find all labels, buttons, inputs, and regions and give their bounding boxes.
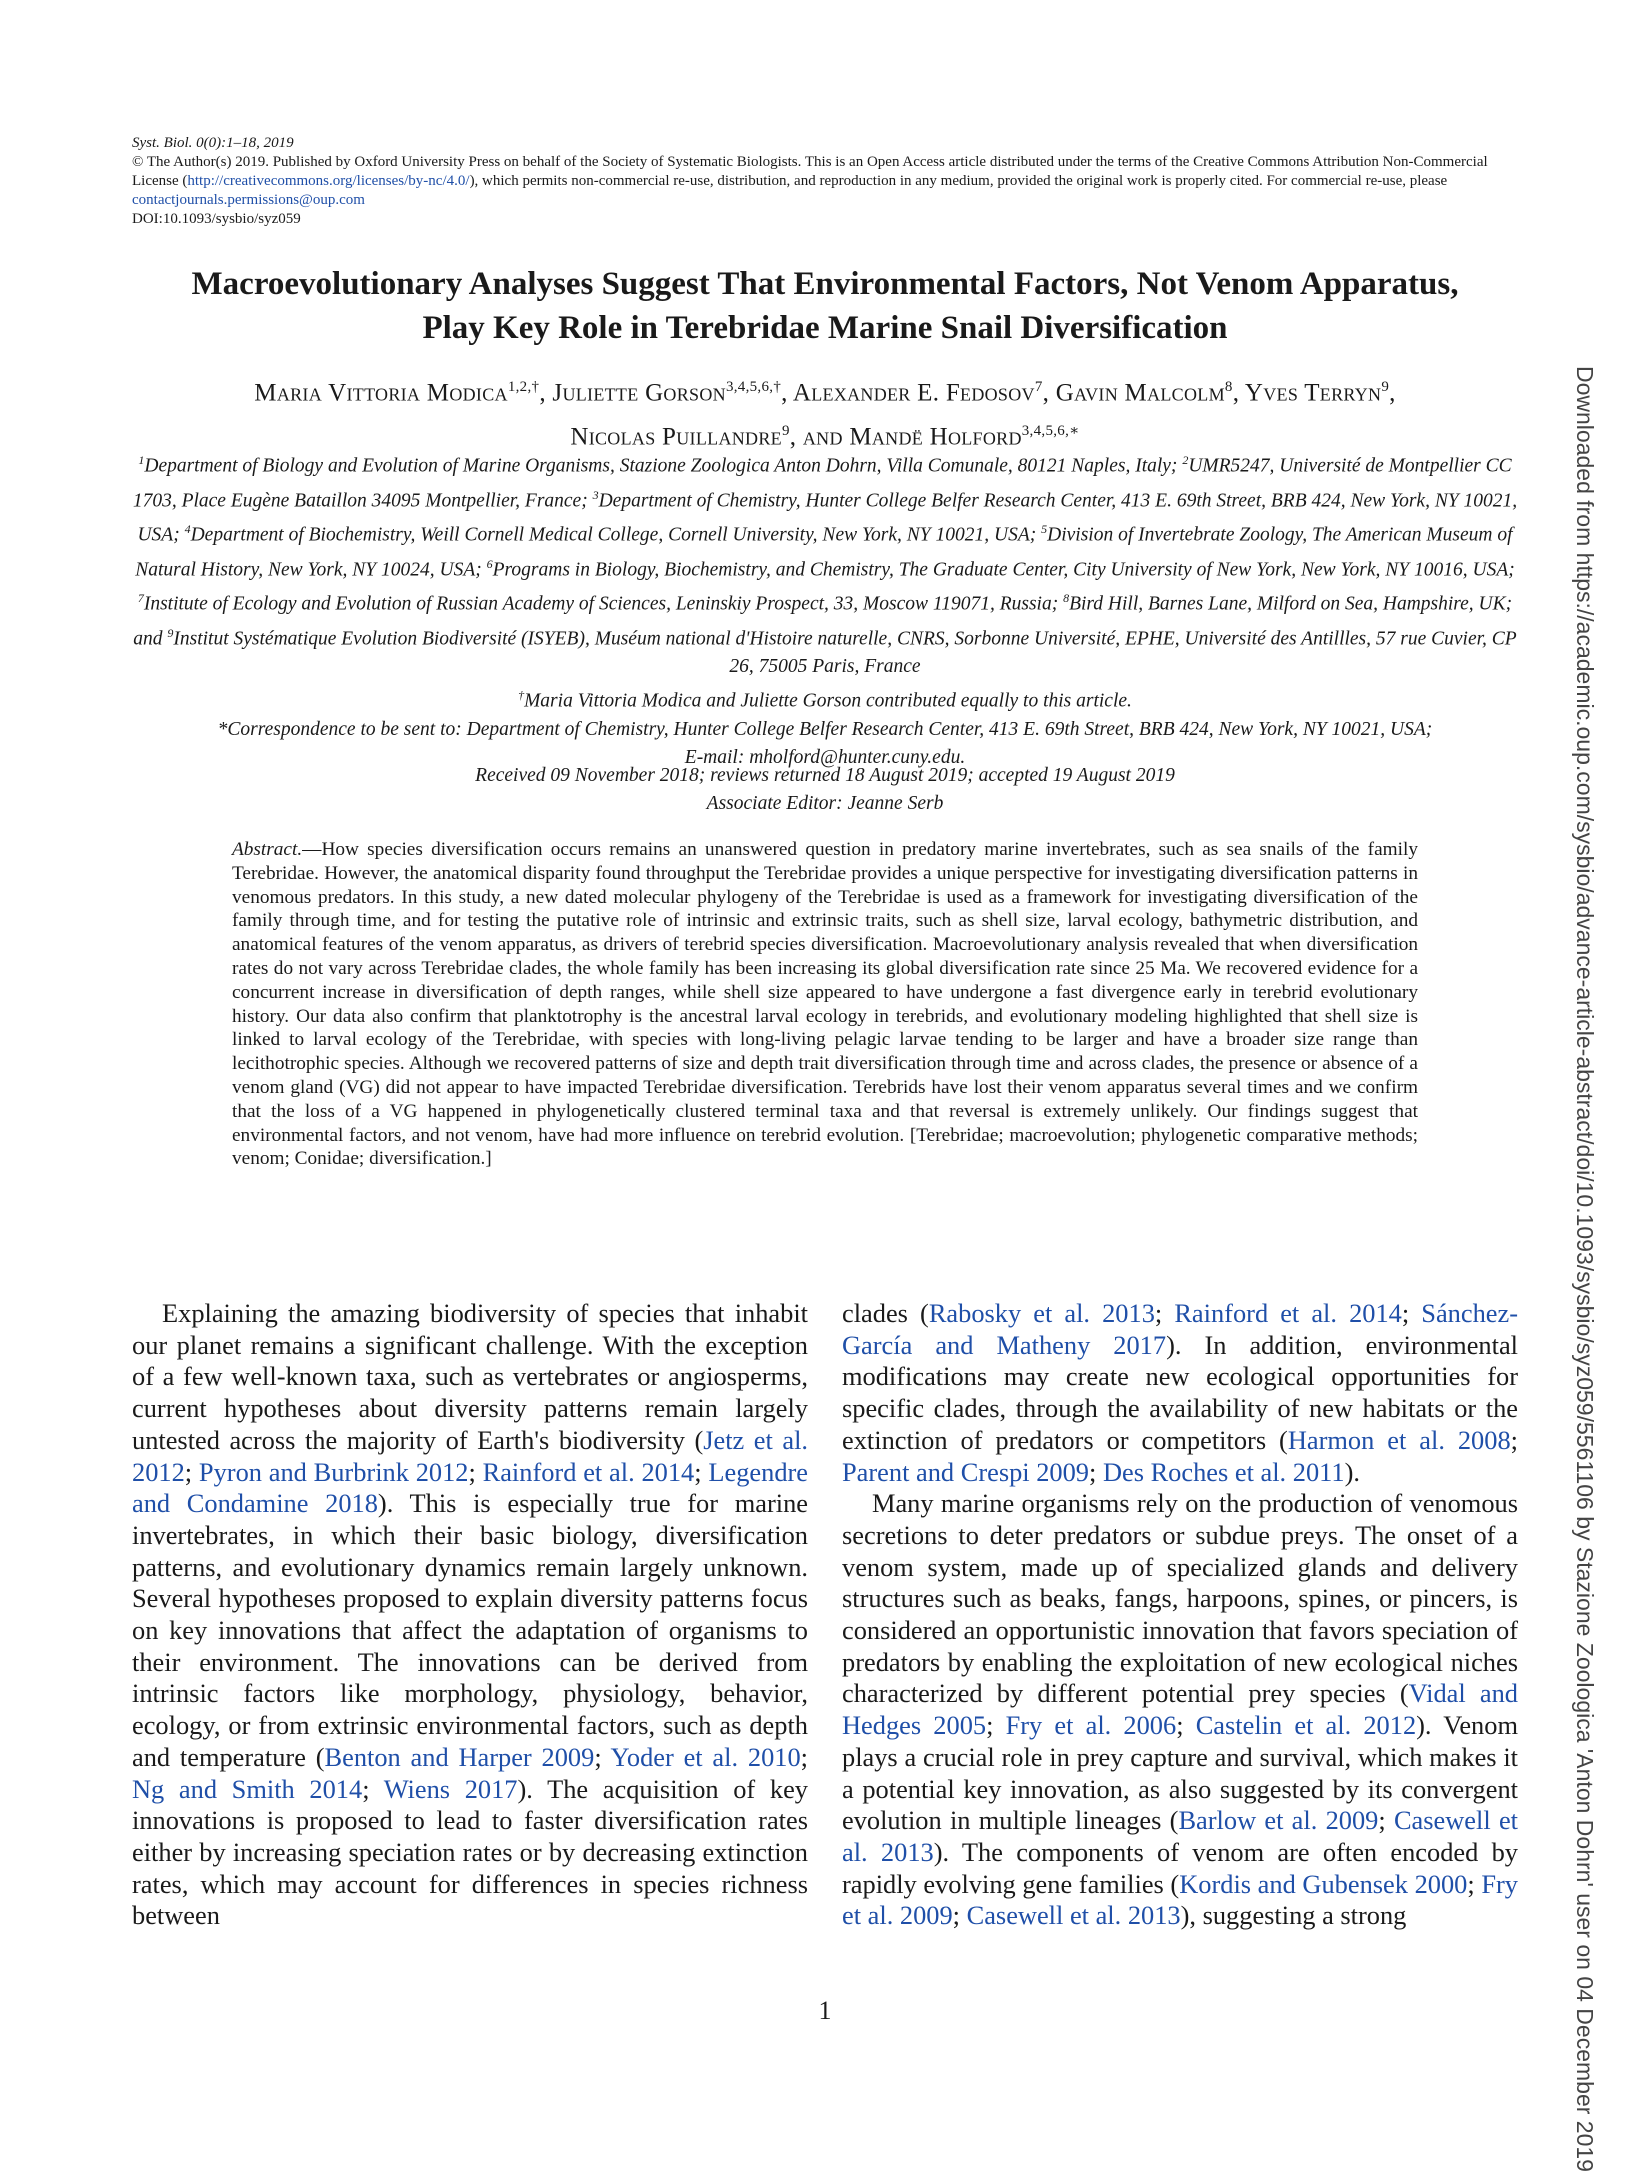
body-text: ;	[1154, 1298, 1175, 1328]
citation-link[interactable]: Harmon et al. 2008	[1287, 1424, 1511, 1455]
body-text: ;	[986, 1710, 1006, 1741]
copyright-text-a: © The Author(s) 2019. Published by Oxford University Press on behalf of the Society of Systematic Biologists. This is an Open Access article distributed under the terms of the Creative Commons Attribution Non-Commercial License (	[132, 154, 1488, 189]
journal-citation: Syst. Biol. 0(0):1–18, 2019	[132, 135, 294, 151]
citation-link[interactable]: Fry et al. 2009	[842, 1868, 1518, 1931]
received-dates: Received 09 November 2018; reviews returned 18 August 2019; accepted 19 August 2019	[475, 765, 1175, 786]
body-text: ), suggesting a strong	[1180, 1900, 1407, 1931]
author-affiliation-mark: 3,4,5,6,∗	[1021, 423, 1080, 440]
abstract	[232, 838, 1418, 1171]
copyright-text-b: ), which permits non-commercial re-use, distribution, and reproduction in any medium, provided the original work is properly cited. For commercial re-use, please	[469, 173, 1448, 189]
body-text: ;	[694, 1456, 709, 1487]
body-left-column	[132, 1298, 808, 1932]
author-separator: ,	[1389, 379, 1396, 407]
citation-link[interactable]: Rabosky et al. 2013	[928, 1298, 1155, 1328]
right-paragraph-1	[842, 1298, 1518, 1488]
citation-link[interactable]: Ng and Smith 2014	[132, 1773, 363, 1804]
author-affiliation-mark: 8	[1224, 379, 1233, 395]
body-text: ). Venom plays a crucial role in prey capture and survival, which makes it a potential key innovation, as also suggested by its convergent evolution in multiple lineages (	[842, 1710, 1518, 1836]
body-text: ;	[1510, 1424, 1518, 1455]
citation-link[interactable]: Rainford et al. 2014	[482, 1456, 695, 1487]
citation-link[interactable]: Casewell et al. 2013	[842, 1805, 1518, 1867]
doi: DOI:10.1093/sysbio/syz059	[132, 211, 301, 227]
affiliation-number: 3	[592, 487, 599, 502]
affiliation-number: 5	[1041, 522, 1048, 536]
author-name: Nicolas Puillandre	[570, 423, 782, 451]
affiliation-number: 7	[137, 591, 144, 605]
body-text: ). The components of venom are often encoded by rapidly evolving gene families (	[842, 1836, 1518, 1899]
author-separator: ,	[781, 379, 793, 407]
affiliation-text: Department of Chemistry, Hunter College Belfer Research Center, 413 E. 69th Street, BRB 424, New York, NY 10021, USA;	[137, 490, 1518, 546]
affiliation-number: 9	[167, 625, 174, 640]
body-text: ;	[184, 1456, 199, 1487]
citation-link[interactable]: Vidal and Hedges 2005	[842, 1678, 1518, 1741]
body-text: ;	[1467, 1868, 1482, 1899]
citation-link[interactable]: Rainford et al. 2014	[1174, 1298, 1402, 1328]
body-text: ). This is especially true for marine invertebrates, in which their basic biology, diversification patterns, and evolutionary dynamics remain largely unknown. Several hypotheses proposed to explain diversity patterns focus on key innovations that affect the adaptation of organisms to their environment. The innovations can be derived from intrinsic factors like morphology, physiology, behavior, ecology, or from extrinsic environmental factors, such as depth and temperature (	[132, 1488, 808, 1772]
body-text: ;	[468, 1456, 483, 1487]
author-separator: ,	[1042, 379, 1056, 407]
body-text: ;	[1378, 1805, 1394, 1836]
citation-link[interactable]: Legendre and Condamine 2018	[132, 1456, 809, 1519]
affiliation-list	[130, 446, 1520, 681]
affiliation-text: Department of Biology and Evolution of Marine Organisms, Stazione Zoologica Anton Dohrn, Villa Comunale, 80121 Naples, Italy;	[144, 455, 1183, 477]
author-separator: ,	[539, 379, 553, 407]
author-affiliation-mark: 9	[781, 423, 790, 440]
abstract-text: —How species diversification occurs remains an unanswered question in predatory marine invertebrates, such as sea snails of the family Terebridae. However, the anatomical disparity found throughput the Terebridae provides a unique perspective for investigating diversification patterns in venomous predators. In this study, a new dated molecular phylogeny of the Terebridae is used as a framework for investigating diversification of the family through time, and for testing the putative role of intrinsic and extrinsic traits, such as shell size, larval ecology, bathymetric distribution, and anatomical features of the venom apparatus, as drivers of terebrid species diversification. Macroevolutionary analysis revealed that when diversification rates do not vary across Terebridae clades, the whole family has been increasing its global diversification rate since 25 Ma. We recovered evidence for a concurrent increase in diversification of depth ranges, while shell size appeared to have undergone a fast divergence early in terebrid evolutionary history. Our data also confirm that planktotrophy is the ancestral larval ecology in terebrids, and evolutionary modeling highlighted that shell size is linked to larval ecology of the Terebridae, with species with long-living pelagic larvae tending to be larger and have a broader size range than lecithotrophic species. Although we recovered patterns of size and depth trait diversification through time and across clades, the presence or absence of a venom gland (VG) did not appear to have impacted Terebridae diversification. Terebrids have lost their venom apparatus several times and we confirm that the loss of a VG happened in phylogenetically clustered terminal taxa and that reversal is extremely unlikely. Our findings suggest that environmental factors, and not venom, have had more influence on terebrid evolution. [Terebridae; macroevolution; phylogenetic comparative methods; venom; Conidae; diversification.]	[232, 839, 1418, 1170]
body-text: ;	[1176, 1710, 1196, 1741]
body-text: ).	[1344, 1456, 1360, 1487]
citation-link[interactable]: Kordis and Gubensek 2000	[1179, 1868, 1468, 1899]
page-number: 1	[818, 1996, 832, 2025]
citation-link[interactable]: Des Roches et al. 2011	[1102, 1456, 1345, 1487]
citation-link[interactable]: Castelin et al. 2012	[1195, 1710, 1417, 1741]
copyright-notice	[132, 153, 1512, 210]
download-watermark: Downloaded from https://academic.oup.com/sysbio/advance-article-abstract/doi/10.1093/sysbio/syz059/5561106 by Stazione Zoologica 'Anton Dohrn' user on 04 December 2019	[1572, 366, 1598, 2172]
body-text: clades (	[842, 1298, 929, 1328]
author-name: Gavin Malcolm	[1055, 379, 1225, 407]
author-affiliation-mark: 1,2,†	[507, 379, 540, 395]
citation-link[interactable]: Wiens 2017	[383, 1773, 518, 1804]
author-name: Juliette Gorson	[552, 379, 726, 407]
author-separator: , and	[789, 423, 850, 451]
affiliation-number: 8	[1063, 591, 1070, 605]
body-text: Explaining the amazing biodiversity of species that inhabit our planet remains a significant challenge. With the exception of a few well-known taxa, such as vertebrates or angiosperms, current hypotheses about diversity patterns remain largely untested across the majority of Earth's biodiversity (	[132, 1298, 808, 1455]
author-name: Alexander E. Fedosov	[792, 379, 1035, 407]
affiliation-text: Institut Systématique Evolution Biodiversité (ISYEB), Muséum national d'Histoire naturelle, CNRS, Sorbonne Université, EPHE, Université des Antillles, 57 rue Cuvier, CP 26, 75005 Paris, France	[173, 628, 1517, 677]
citation-link[interactable]: Barlow et al. 2009	[1178, 1805, 1379, 1836]
body-text: ;	[1401, 1298, 1422, 1328]
affiliation-number: 1	[138, 453, 145, 467]
body-text: ;	[362, 1773, 384, 1804]
author-affiliation-mark: 9	[1381, 379, 1390, 395]
affiliation-text: Division of Invertebrate Zoology, The American Museum of Natural History, New York, NY 10024, USA;	[135, 524, 1513, 580]
affiliations-block	[130, 446, 1520, 772]
affiliation-text: Institute of Ecology and Evolution of Russian Academy of Sciences, Leninskiy Prospect, 33, Moscow 119071, Russia;	[143, 593, 1064, 615]
body-text: Many marine organisms rely on the production of venomous secretions to deter predators or subdue preys. The onset of a venom system, made up of specialized glands and delivery structures such as beaks, fangs, harpoons, spines, or pincers, is considered an opportunistic innovation that favors speciation of predators by enabling the exploitation of new ecological niches characterized by different potential prey species (	[842, 1488, 1518, 1709]
body-right-column	[842, 1298, 1518, 1932]
history-block	[130, 762, 1520, 818]
citation-link[interactable]: Jetz et al. 2012	[132, 1424, 808, 1487]
title-line-2: Play Key Role in Terebridae Marine Snail Diversification	[422, 310, 1228, 346]
body-text: ). The acquisition of key innovations is proposed to lead to faster diversification rates either by increasing speciation rates or by decreasing extinction rates, which may account for differences in species richness between	[132, 1773, 808, 1931]
title-line-1: Macroevolutionary Analyses Suggest That Environmental Factors, Not Venom Apparatus,	[191, 266, 1459, 302]
abstract-label: Abstract.	[232, 839, 303, 860]
body-text: ;	[594, 1741, 611, 1772]
affiliation-number: 2	[1182, 453, 1189, 467]
affiliation-number: 6	[486, 556, 493, 571]
permissions-email-link[interactable]: contactjournals.permissions@oup.com	[132, 192, 365, 208]
author-list	[120, 368, 1530, 457]
author-separator: ,	[1232, 379, 1245, 407]
author-name: Mandë Holford	[849, 423, 1022, 451]
affiliation-text: Bird Hill, Barnes Lane, Milford on Sea, Hampshire, UK; and	[133, 593, 1513, 649]
body-text: ;	[1089, 1456, 1103, 1487]
correspondence-line: *Correspondence to be sent to: Department of Chemistry, Hunter College Belfer Research Center, 413 E. 69th Street, BRB 424, New York, NY 10021, USA;	[217, 718, 1433, 740]
affiliation-number: 4	[184, 522, 191, 536]
author-affiliation-mark: 3,4,5,6,†	[725, 379, 782, 395]
affiliation-text: Department of Biochemistry, Weill Cornell Medical College, Cornell University, New York, NY 10021, USA;	[190, 524, 1042, 546]
citation-link[interactable]: Fry et al. 2006	[1005, 1710, 1177, 1741]
article-title	[120, 262, 1530, 350]
citation-link[interactable]: Yoder et al. 2010	[610, 1741, 801, 1772]
author-name: Yves Terryn	[1244, 379, 1382, 407]
author-affiliation-mark: 7	[1034, 379, 1043, 395]
citation-link[interactable]: Sánchez-García and Matheny 2017	[842, 1298, 1518, 1360]
author-name: Maria Vittoria Modica	[254, 379, 508, 407]
correspondence-email: E-mail: mholford@hunter.cuny.edu.	[684, 746, 966, 768]
dagger-mark: †	[518, 688, 525, 702]
citation-link[interactable]: Casewell et al. 2013	[966, 1900, 1181, 1931]
affiliation-text: Programs in Biology, Biochemistry, and Chemistry, The Graduate Center, City University of New York, New York, NY 10016, USA;	[492, 559, 1515, 580]
citation-link[interactable]: Pyron and Burbrink 2012	[198, 1456, 469, 1487]
license-link[interactable]: http://creativecommons.org/licenses/by-nc/4.0/	[187, 173, 470, 189]
body-text: ;	[800, 1741, 808, 1772]
journal-header	[132, 134, 1512, 229]
citation-link[interactable]: Parent and Crespi 2009	[842, 1456, 1089, 1487]
right-paragraph-2	[842, 1488, 1518, 1932]
body-text: ). In addition, environmental modifications may create new ecological opportunities for specific clades, through the availability of new habitats or the extinction of predators or competitors (	[842, 1329, 1518, 1455]
affiliation-text: UMR5247, Université de Montpellier CC 1703, Place Eugène Bataillon 34095 Montpellier, France;	[132, 455, 1512, 511]
body-text: ;	[952, 1900, 967, 1931]
associate-editor: Associate Editor: Jeanne Serb	[706, 793, 944, 814]
citation-link[interactable]: Benton and Harper 2009	[324, 1741, 595, 1772]
equal-contribution-note: †Maria Vittoria Modica and Juliette Gorson contributed equally to this article.	[518, 688, 1132, 712]
